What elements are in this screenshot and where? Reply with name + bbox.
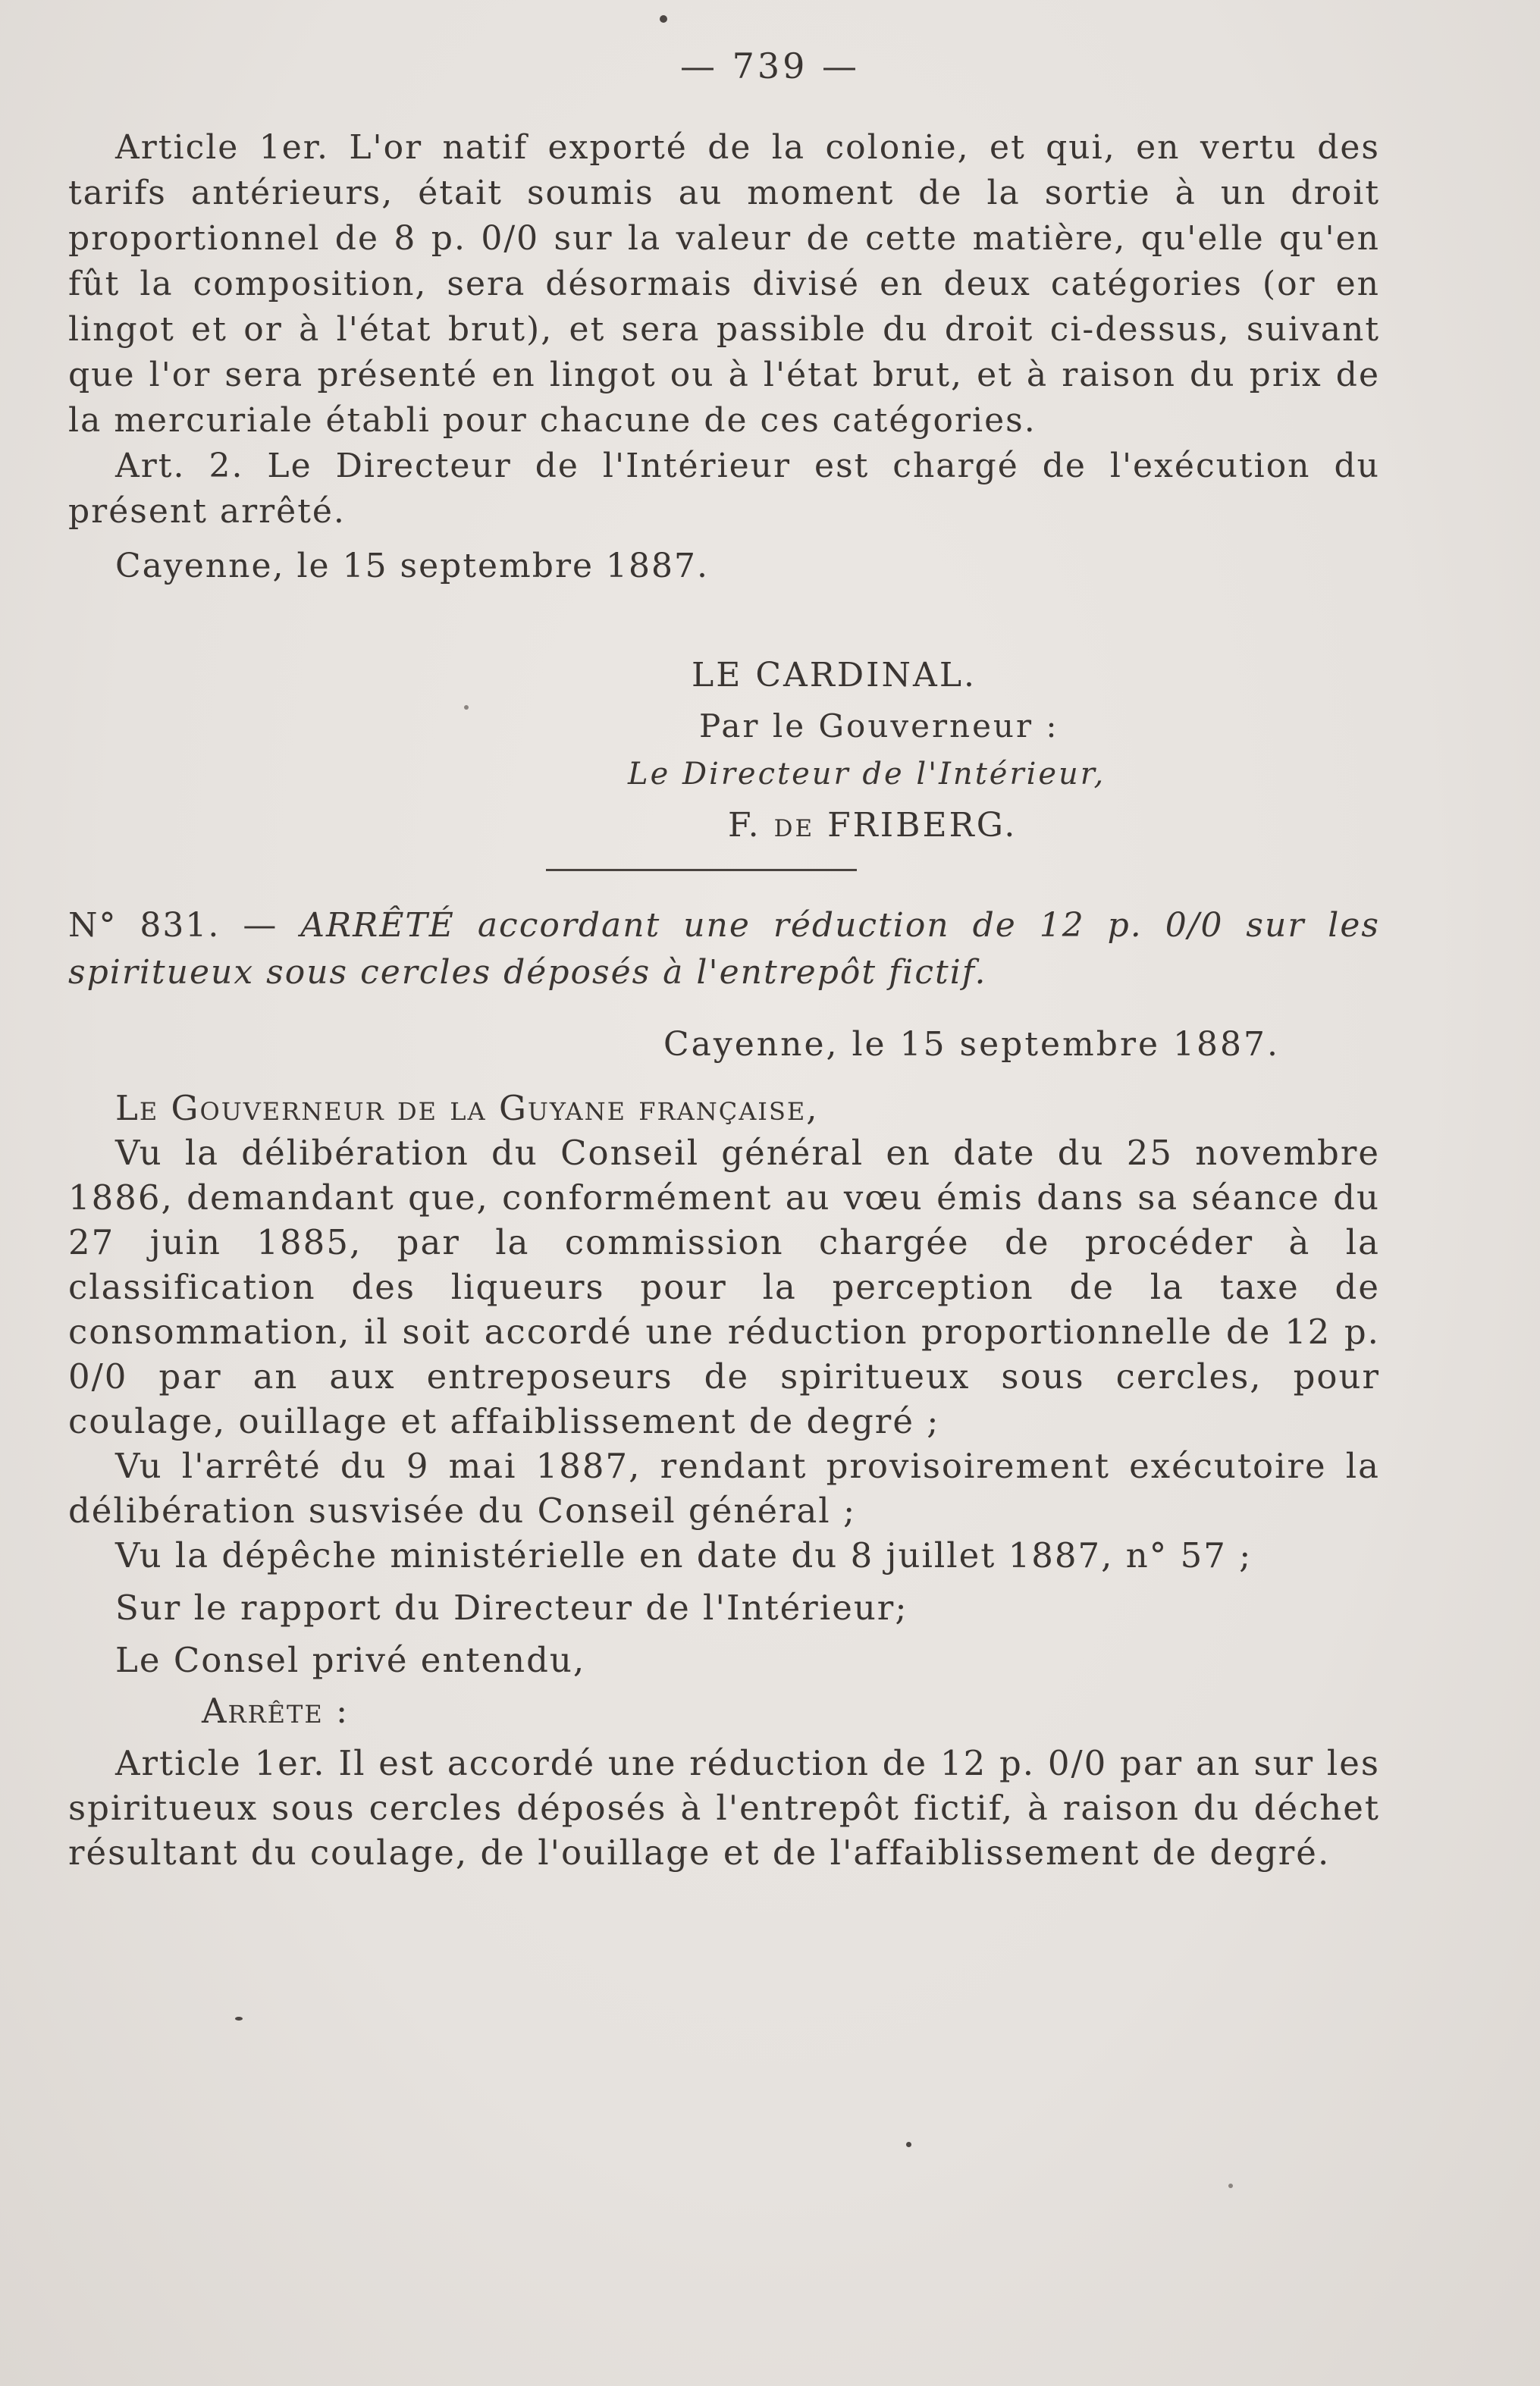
decree-vu-3: Vu la dépêche ministérielle en date du 8 juillet 1887, n° 57 ; — [115, 1535, 1253, 1576]
decree-body — [68, 1086, 1380, 1875]
previous-article-2: Art. 2. Le Directeur de l'Intérieur est chargé de l'exécution du présent arrêté. — [68, 447, 1380, 531]
previous-decree-body — [68, 125, 1380, 589]
page-number: — 739 — — [679, 45, 861, 86]
previous-date-place: Cayenne, le 15 septembre 1887. — [115, 547, 709, 585]
section-divider — [546, 869, 857, 871]
signature-title: Le Directeur de l'Intérieur, — [628, 757, 1106, 792]
previous-article-1: Article 1er. L'or natif exporté de la colonie, et qui, en vertu des tarifs antérieurs, était soumis au moment de la sortie à un droit proportionnel de 8 p. 0/0 sur la valeur de cette matière, qu'elle qu'en fût la composition, sera désormais divisé en deux catégories (or en lingot et or à l'état brut), et sera passible du droit ci-dessus, suivant que l'or sera présenté en lingot ou à l'état brut, et à raison du prix de la mercuriale établi pour chacune de ces catégories. — [68, 128, 1380, 440]
decree-sur-le-rapport: Sur le rapport du Directeur de l'Intérieur; — [115, 1588, 908, 1628]
scan-speck — [235, 2017, 243, 2021]
decree-dash: — — [243, 906, 278, 945]
decree-title: ARRÊTÉ accordant une réduction de 12 p. 0/0 sur les spiritueux sous cercles déposés à l'entrepôt fictif. — [68, 906, 1380, 992]
signature-signer: F. de FRIBERG. — [728, 806, 1018, 845]
decree-governor: Le Gouverneur de la Guyane française, — [115, 1088, 819, 1128]
decree-date-place: Cayenne, le 15 septembre 1887. — [663, 1025, 1280, 1064]
signature-par-le-gouverneur: Par le Gouverneur : — [699, 707, 1059, 745]
scan-speck — [1228, 2184, 1233, 2188]
decree-vu-2: Vu l'arrêté du 9 mai 1887, rendant provisoirement exécutoire la délibération susvisée du Conseil général ; — [68, 1446, 1380, 1531]
scan-speck — [464, 705, 469, 710]
decree-conseil-entendu: Le Consel privé entendu, — [115, 1640, 586, 1680]
decree-number: N° 831. — [68, 906, 221, 945]
decree-article-1: Article 1er. Il est accordé une réduction de 12 p. 0/0 par an sur les spiritueux sous cercles déposés à l'entrepôt fictif, à raison du déchet résultant du coulage, de l'ouillage et de l'affaiblissement de degré. — [68, 1743, 1380, 1873]
signature-name: LE CARDINAL. — [692, 656, 977, 694]
decree-arrete: Arrête : — [202, 1691, 350, 1731]
scan-speck — [660, 15, 667, 23]
decree-vu-1: Vu la délibération du Conseil général en date du 25 novembre 1886, demandant que, conformément au vœu émis dans sa séance du 27 juin 1885, par la commission chargée de procéder à la classification des liqueurs pour la perception de la taxe de consommation, il soit accordé une réduction proportionnelle de 12 p. 0/0 par an aux entreposeurs de spiritueux sous cercles, pour coulage, ouillage et affaiblissement de degré ; — [68, 1133, 1380, 1441]
scan-speck — [906, 2142, 911, 2147]
decree-heading — [68, 902, 1380, 996]
